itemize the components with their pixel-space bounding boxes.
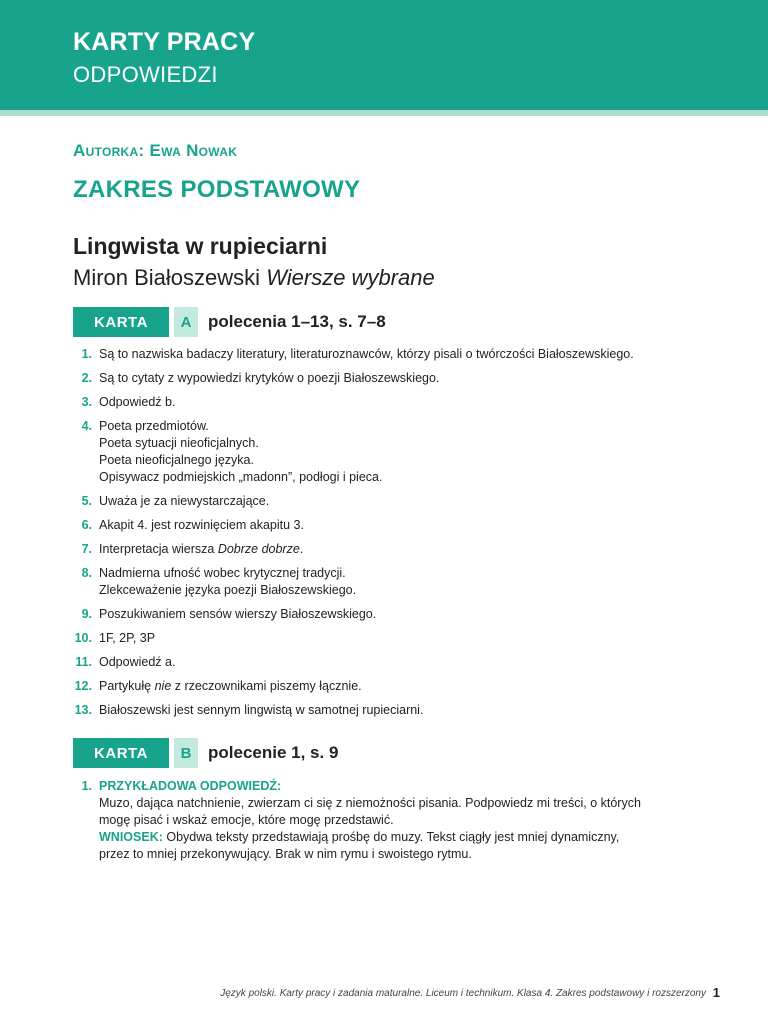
card-b-description: polecenie 1, s. 9 (208, 743, 339, 762)
answer-text: 1F, 2P, 3P (99, 631, 156, 645)
card-b-letter: B (174, 738, 198, 768)
card-a-header (73, 307, 386, 337)
answer-number: 10. (74, 631, 92, 645)
answer-number: 11. (75, 655, 92, 669)
answer-number: 5. (81, 494, 92, 508)
answer-text: Są to nazwiska badaczy literatury, literaturoznawców, którzy pisali o twórczości Białoszewskiego. (99, 347, 634, 361)
answer-number: 6. (81, 518, 92, 532)
answer-text: Opisywacz podmiejskich „madonn”, podłogi i pieca. (99, 470, 383, 484)
answer-text: Poeta sytuacji nieoficjalnych. (99, 436, 259, 450)
answer-text: Odpowiedź b. (99, 395, 176, 409)
answer-text: Akapit 4. jest rozwinięciem akapitu 3. (99, 518, 304, 532)
answer-text: Nadmierna ufność wobec krytycznej tradycji. (99, 566, 346, 580)
card-a-label: KARTA (73, 307, 169, 337)
card-a-description: polecenia 1–13, s. 7–8 (208, 312, 386, 331)
answer-text: Poeta nieoficjalnego języka. (99, 453, 254, 467)
card-b-header (73, 738, 338, 768)
answer-number: 12. (74, 679, 92, 693)
footer-text: Język polski. Karty pracy i zadania maturalne. Liceum i technikum. Klasa 4. Zakres podstawowy i rozszerzony (220, 988, 706, 999)
answer-text-suffix: z rzeczownikami piszemy łącznie. (171, 679, 362, 693)
answer-text: Są to cytaty z wypowiedzi krytyków o poezji Białoszewskiego. (99, 371, 440, 385)
lesson-work: Wiersze wybrane (266, 265, 435, 290)
answer-number: 9. (81, 607, 92, 621)
answer-text: Uważa je za niewystarczające. (99, 494, 270, 508)
card-a-letter: A (174, 307, 198, 337)
header-strip (0, 110, 768, 116)
particle-word: nie (154, 679, 172, 693)
lesson-author: Miron Białoszewski (73, 265, 261, 290)
scope-heading: ZAKRES PODSTAWOWY (73, 176, 361, 203)
answer-number: 2. (81, 371, 92, 385)
answer-number: 1. (81, 347, 92, 361)
answer-text-prefix: Partykułę (99, 679, 155, 693)
page-number: 1 (712, 985, 720, 1000)
card-b-label: KARTA (73, 738, 169, 768)
example-answer-label: PRZYKŁADOWA ODPOWIEDŹ: (99, 779, 282, 793)
header-title: KARTY PRACY (73, 28, 256, 56)
answer-number: 13. (74, 703, 92, 717)
lesson-subtitle (73, 265, 435, 291)
answer-text: Odpowiedź a. (99, 655, 176, 669)
header-subtitle: ODPOWIEDZI (73, 62, 218, 87)
answer-number: 7. (81, 542, 92, 556)
answer-number: 3. (81, 395, 92, 409)
poem-title: Dobrze dobrze (217, 542, 300, 556)
answer-number: 1. (81, 779, 92, 793)
example-answer-text: Muzo, dająca natchnienie, zwierzam ci się z niemożności pisania. Podpowiedz mi treści, o których (99, 796, 641, 810)
conclusion-text: przez to mniej przekonywujący. Brak w nim rymu i swoistego rytmu. (99, 847, 472, 861)
answer-number: 4. (81, 419, 92, 433)
conclusion-line (99, 829, 659, 846)
author-line: Autorka: Ewa Nowak (73, 141, 238, 160)
answer-text: Zlekceważenie języka poezji Białoszewskiego. (99, 583, 357, 597)
conclusion-label: WNIOSEK: (99, 830, 163, 844)
answer-text: Poeta przedmiotów. (99, 419, 209, 433)
answer-text-prefix: Interpretacja wiersza (99, 542, 218, 556)
answer-text (99, 541, 659, 558)
example-answer-text: mogę pisać i wskaż emocje, które mogę przedstawić. (99, 813, 394, 827)
answer-number: 8. (81, 566, 92, 580)
answer-text: Białoszewski jest sennym lingwistą w samotnej rupieciarni. (99, 703, 424, 717)
lesson-title: Lingwista w rupieciarni (73, 233, 328, 259)
answer-text-suffix: . (299, 542, 304, 556)
answer-text: Poszukiwaniem sensów wierszy Białoszewskiego. (99, 607, 377, 621)
conclusion-text: Obydwa teksty przedstawiają prośbę do muzy. Tekst ciągły jest mniej dynamiczny, (162, 830, 620, 844)
answer-text (99, 678, 659, 695)
